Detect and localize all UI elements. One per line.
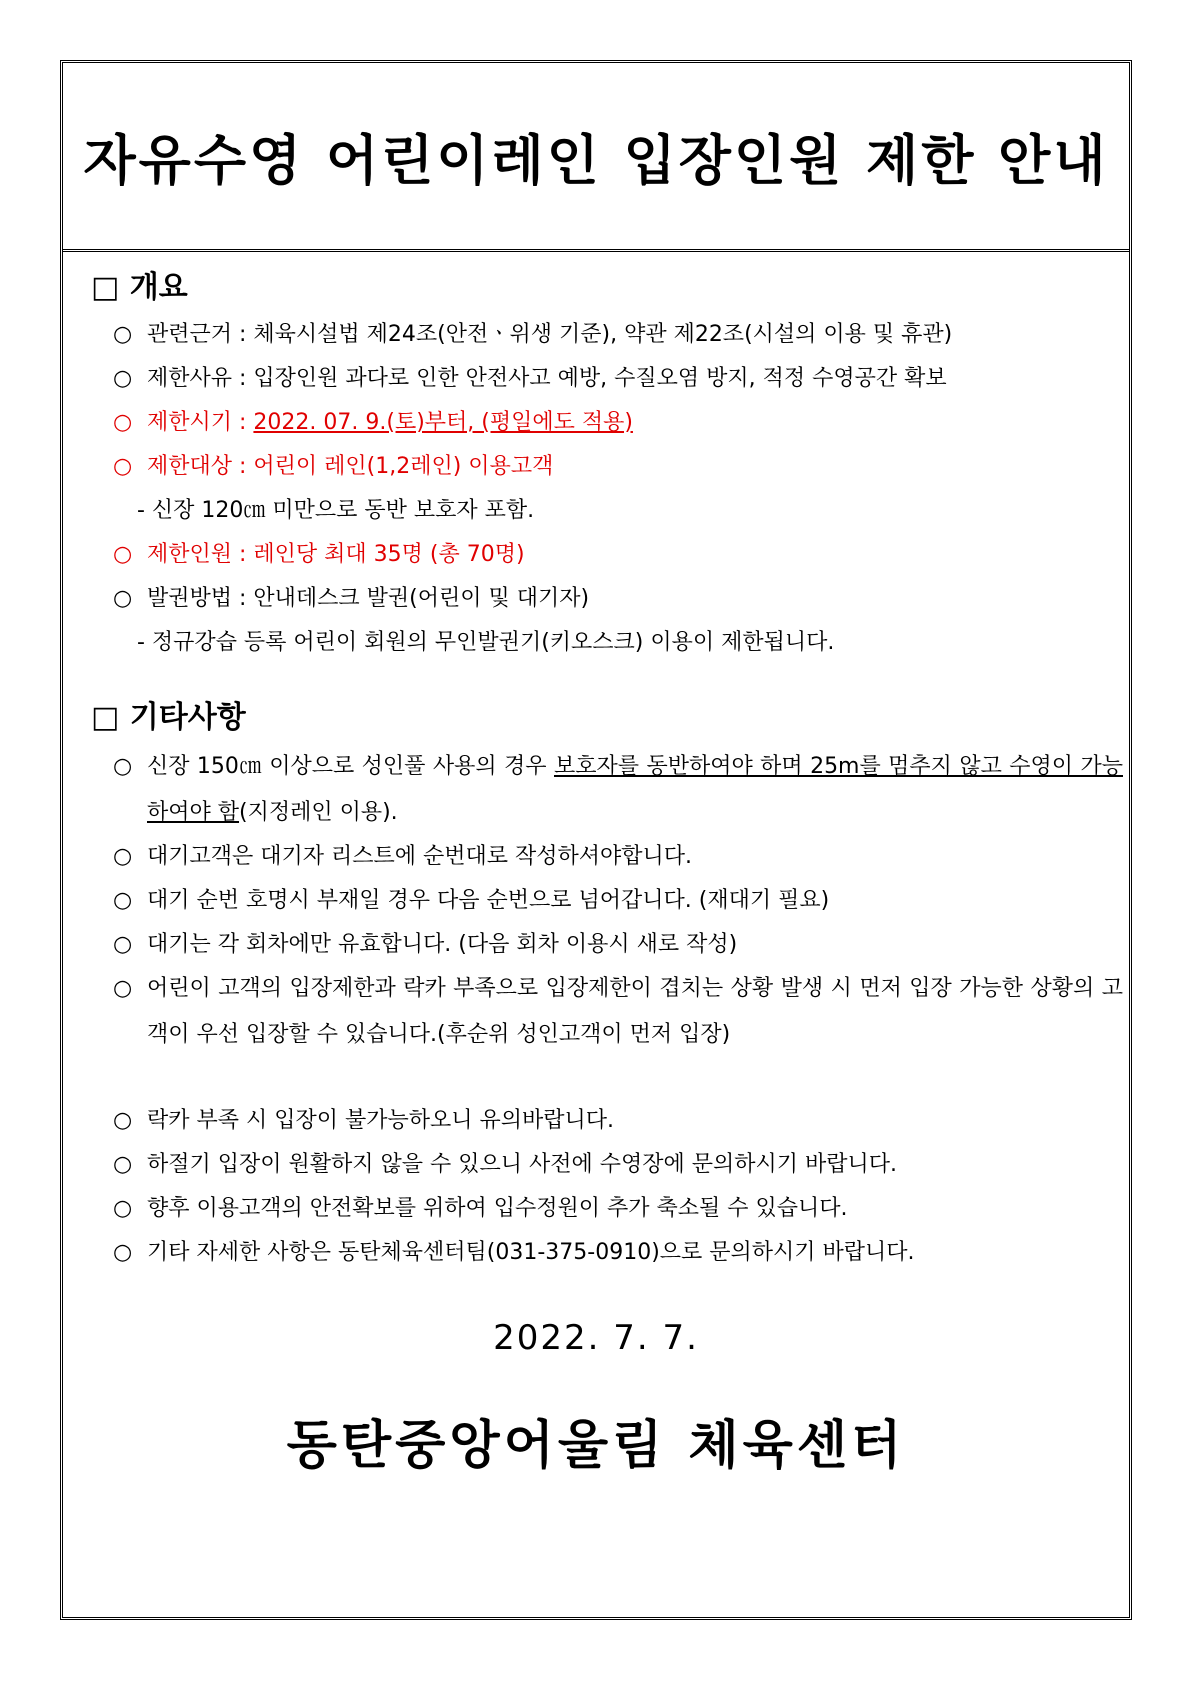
misc-item-overlap: ○ 어린이 고객의 입장제한과 락카 부족으로 입장제한이 겹치는 상황 발생 시 먼저 입장 가능한 상황의 고객이 우선 입장할 수 있습니다.(후순위 성인고객이 먼저 입장) bbox=[113, 966, 1123, 1058]
organization-name: 동탄중앙어울림 체육센터 bbox=[286, 1416, 906, 1476]
circle-bullet-icon: ○ bbox=[113, 1152, 133, 1177]
circle-bullet-icon: ○ bbox=[113, 888, 133, 913]
notice-title: 자유수영 어린이레인 입장인원 제한 안내 bbox=[83, 128, 1109, 192]
circle-bullet-icon: ○ bbox=[113, 1196, 133, 1221]
circle-bullet-icon: ○ bbox=[113, 1108, 133, 1133]
circle-bullet-icon: ○ bbox=[113, 976, 133, 1001]
misc-item-adult-pool: ○ 신장 150㎝ 이상으로 성인풀 사용의 경우 보호자를 동반하여야 하며 25m를 멈추지 않고 수영이 가능하여야 함(지정레인 이용). bbox=[113, 744, 1123, 836]
circle-bullet-icon: ○ bbox=[113, 844, 133, 869]
circle-bullet-icon: ○ bbox=[113, 454, 133, 479]
circle-bullet-icon: ○ bbox=[113, 586, 133, 611]
overview-item-reason: ○ 제한사유 : 입장인원 과다로 인한 안전사고 예방, 수질오염 방지, 적정 수영공간 확보 bbox=[113, 364, 1121, 394]
circle-bullet-icon: ○ bbox=[113, 366, 133, 391]
overview-sub-kiosk: - 정규강습 등록 어린이 회원의 무인발권기(키오스크) 이용이 제한됩니다. bbox=[137, 630, 835, 655]
circle-bullet-icon: ○ bbox=[113, 1240, 133, 1265]
title-box bbox=[63, 63, 1129, 252]
misc-item-future: ○ 향후 이용고객의 안전확보를 위하여 입수정원이 추가 축소될 수 있습니다. bbox=[113, 1186, 1123, 1232]
circle-bullet-icon: ○ bbox=[113, 322, 133, 347]
overview-item-period: ○ 제한시기 : 2022. 07. 9.(토)부터, (평일에도 적용) bbox=[113, 408, 1121, 438]
misc-item-summer: ○ 하절기 입장이 원활하지 않을 수 있으니 사전에 수영장에 문의하시기 바랍니다. bbox=[113, 1142, 1123, 1188]
misc-item-contact: ○ 기타 자세한 사항은 동탄체육센터팀(031-375-0910)으로 문의하시기 바랍니다. bbox=[113, 1230, 1123, 1276]
misc-item-session: ○ 대기는 각 회차에만 유효합니다. (다음 회차 이용시 새로 작성) bbox=[113, 922, 1123, 968]
circle-bullet-icon: ○ bbox=[113, 754, 133, 779]
circle-bullet-icon: ○ bbox=[113, 932, 133, 957]
overview-sub-height: - 신장 120㎝ 미만으로 동반 보호자 포함. bbox=[137, 498, 535, 523]
overview-item-ticketing: ○ 발권방법 : 안내데스크 발권(어린이 및 대기자) bbox=[113, 584, 1121, 614]
notice-date: 2022. 7. 7. bbox=[493, 1318, 699, 1358]
overview-item-capacity: ○ 제한인원 : 레인당 최대 35명 (총 70명) bbox=[113, 540, 1121, 570]
overview-heading: □ 개요 bbox=[91, 270, 188, 305]
misc-heading: □ 기타사항 bbox=[91, 700, 246, 735]
circle-bullet-icon: ○ bbox=[113, 542, 133, 567]
notice-frame bbox=[60, 60, 1132, 1620]
circle-bullet-icon: ○ bbox=[113, 410, 133, 435]
misc-item-waitlist: ○ 대기고객은 대기자 리스트에 순번대로 작성하셔야합니다. bbox=[113, 834, 1123, 880]
overview-item-basis: ○ 관련근거 : 체육시설법 제24조(안전ㆍ위생 기준), 약관 제22조(시설의 이용 및 휴관) bbox=[113, 320, 1121, 350]
misc-item-absence: ○ 대기 순번 호명시 부재일 경우 다음 순번으로 넘어갑니다. (재대기 필요) bbox=[113, 878, 1123, 924]
overview-item-target: ○ 제한대상 : 어린이 레인(1,2레인) 이용고객 bbox=[113, 452, 1121, 482]
misc-item-locker: ○ 락카 부족 시 입장이 불가능하오니 유의바랍니다. bbox=[113, 1098, 1123, 1144]
